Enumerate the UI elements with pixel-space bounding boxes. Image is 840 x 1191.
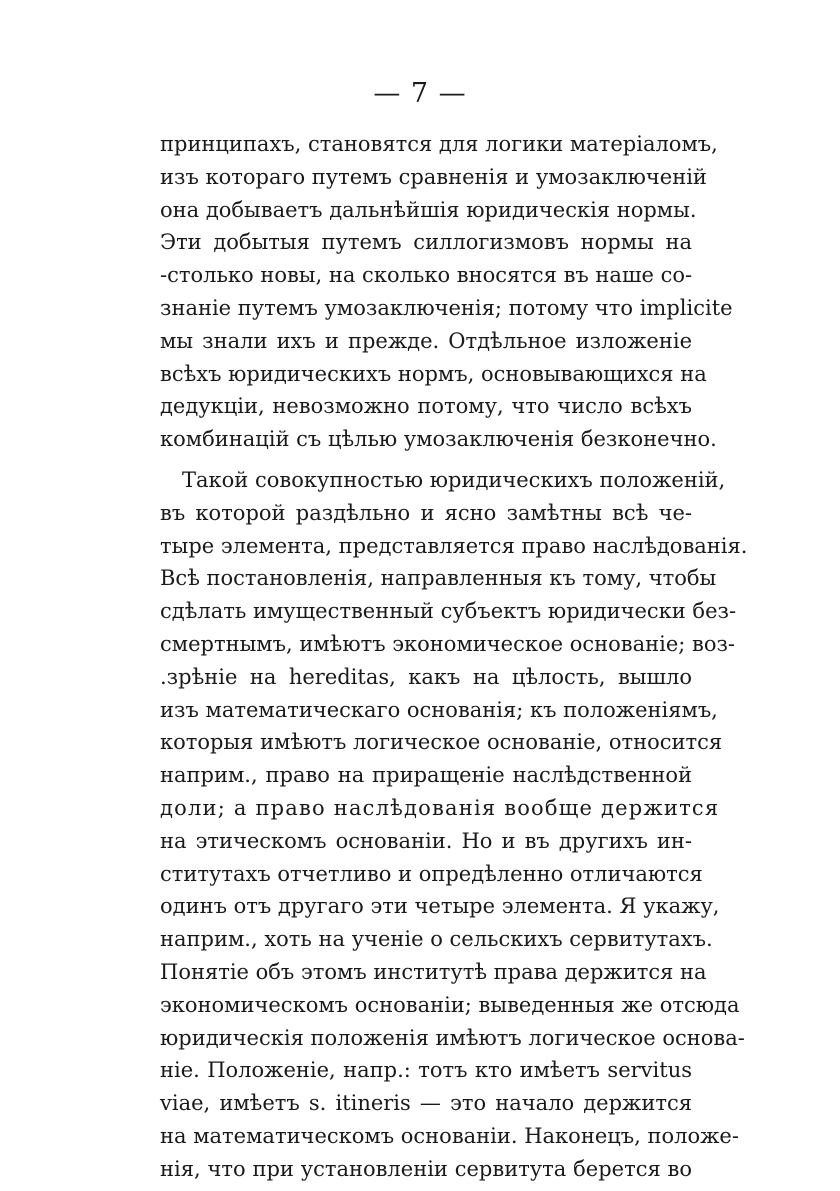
text-line: которыя имѣютъ логическое основаніе, относится <box>160 730 723 755</box>
text-line: экономическомъ основаніи; выведенныя же отсюда <box>160 992 740 1017</box>
text-line: Эти добытыя путемъ силлогизмовъ нормы на <box>160 230 692 255</box>
text-line: комбинацій съ цѣлью умозаключенія безконечно. <box>160 427 717 452</box>
text-line: юридическія положенія имѣютъ логическое основа- <box>160 1025 745 1050</box>
text-line: изъ математическаго основанія; къ положеніямъ, <box>160 697 718 722</box>
page-number: — 7 — <box>373 78 467 109</box>
text-line: изъ котораго путемъ сравненія и умозаключеній <box>160 164 707 189</box>
text-line: мы знали ихъ и прежде. Отдѣльное изложеніе <box>160 328 692 353</box>
text-line: наприм., хоть на ученіе о сельскихъ сервитутахъ. <box>160 927 713 952</box>
text-line: нія, что при установленіи сервитута берется во <box>160 1156 692 1181</box>
paragraph-2 <box>160 464 748 1186</box>
text-line: наприм., право на приращеніе наслѣдственной <box>160 763 692 788</box>
text-line: она добываетъ дальнѣйшія юридическія нормы. <box>160 197 697 222</box>
text-line: .зрѣніе на hereditas, какъ на цѣлость, вышло <box>160 664 692 689</box>
body-text <box>160 128 748 1186</box>
text-line: Всѣ постановленія, направленныя къ тому, чтобы <box>160 566 717 591</box>
text-line: смертнымъ, имѣютъ экономическое основаніе; воз- <box>160 631 736 656</box>
text-line: тыре элемента, представляется право наслѣдованія. <box>160 533 748 558</box>
text-line: всѣхъ юридическихъ нормъ, основывающихся на <box>160 361 707 386</box>
text-line: на математическомъ основаніи. Наконецъ, положе- <box>160 1123 739 1148</box>
text-line: viae, имѣетъ s. itineris — это начало держится <box>160 1091 692 1116</box>
text-line: принципахъ, становятся для логики матеріаломъ, <box>160 132 718 156</box>
text-line: -столько новы, на сколько вносятся въ наше со- <box>160 263 693 288</box>
text-line: дедукціи, невозможно потому, что число всѣхъ <box>160 394 692 419</box>
paragraph-1 <box>160 128 733 456</box>
text-line: въ которой раздѣльно и ясно замѣтны всѣ че- <box>160 500 692 525</box>
text-line: ніе. Положеніе, напр.: тотъ кто имѣетъ servitus <box>160 1058 692 1083</box>
text-line: сдѣлать имущественный субъектъ юридически без- <box>160 599 737 624</box>
text-line: ститутахъ отчетливо и опредѣленно отличаются <box>160 861 703 886</box>
text-line: Такой совокупностью юридическихъ положеній, <box>182 467 726 492</box>
text-line: одинъ отъ другаго эти четыре элемента. Я укажу, <box>160 894 720 919</box>
text-line: Понятіе объ этомъ институтѣ права держится на <box>160 959 707 984</box>
text-line: знаніе путемъ умозаключенія; потому что implicite <box>160 295 733 320</box>
text-line: доли; а право наслѣдованія вообще держится <box>160 795 720 820</box>
text-line: на этическомъ основаніи. Но и въ другихъ ин- <box>160 828 692 853</box>
